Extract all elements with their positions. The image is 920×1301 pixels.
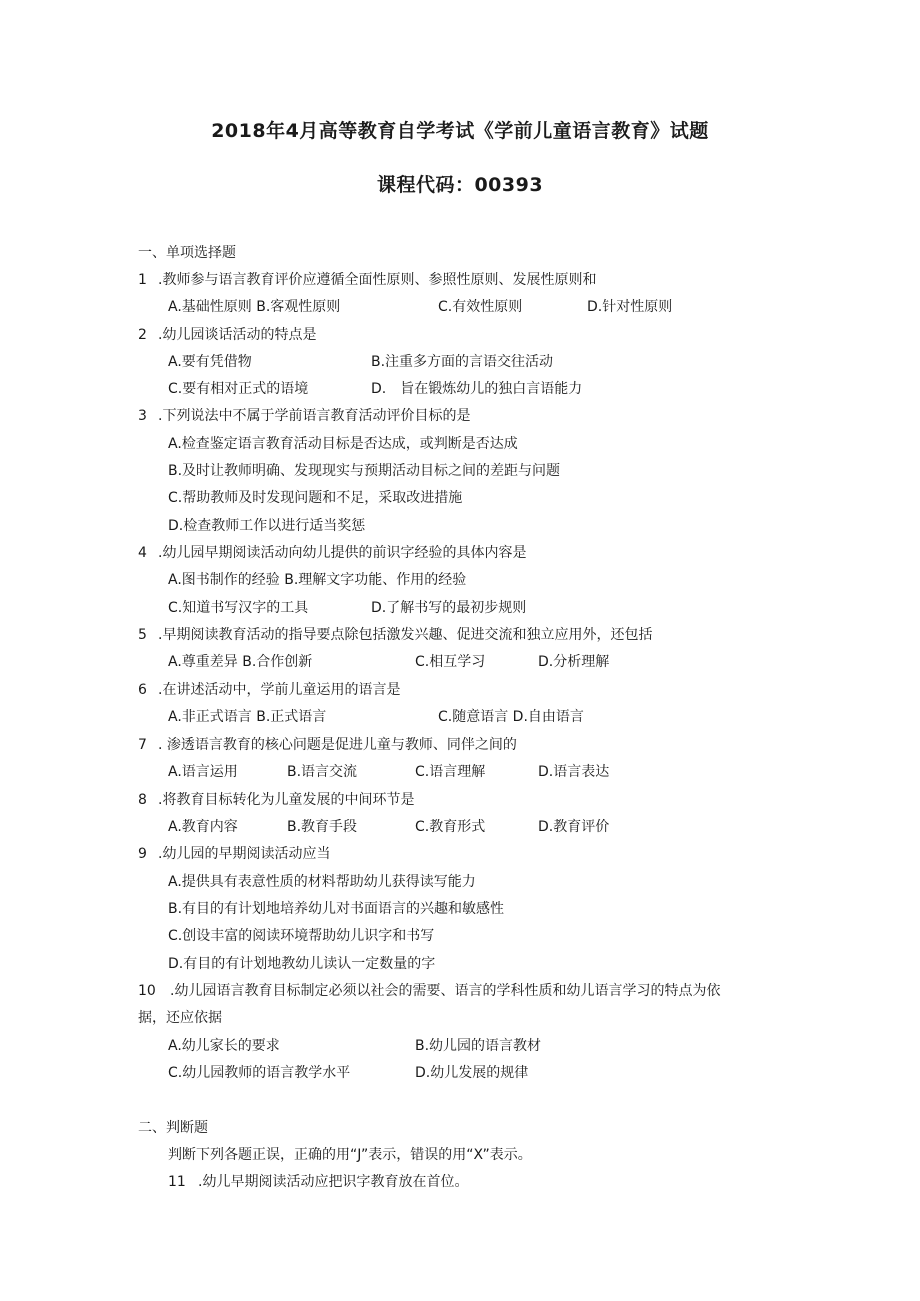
question-6 bbox=[138, 680, 400, 700]
question-stem: . 渗透语言教育的核心问题是促进儿童与教师、同伴之间的 bbox=[158, 737, 517, 753]
question-7 bbox=[138, 735, 517, 755]
section-2-title: 二、判断题 bbox=[138, 1120, 208, 1136]
question-number: 6 bbox=[138, 682, 147, 698]
question-stem: .将教育目标转化为儿童发展的中间环节是 bbox=[158, 792, 415, 808]
q9-option-b: B.有目的有计划地培养幼儿对书面语言的兴趣和敏感性 bbox=[168, 901, 505, 917]
question-number: 8 bbox=[138, 792, 147, 808]
q1-option-c: C.有效性原则 bbox=[438, 299, 523, 315]
question-3 bbox=[138, 406, 470, 426]
q1-option-ab: A.基础性原则 B.客观性原则 bbox=[168, 299, 341, 315]
question-number: 11 bbox=[168, 1174, 186, 1190]
question-stem: .幼儿园早期阅读活动向幼儿提供的前识字经验的具体内容是 bbox=[158, 545, 527, 561]
course-code: 课程代码：00393 bbox=[376, 174, 544, 196]
q9-option-c: C.创设丰富的阅读环境帮助幼儿识字和书写 bbox=[168, 928, 435, 944]
question-stem: .幼儿园的早期阅读活动应当 bbox=[158, 846, 331, 862]
section-1-title: 一、单项选择题 bbox=[138, 245, 236, 261]
q10-option-c: C.幼儿园教师的语言教学水平 bbox=[168, 1065, 351, 1081]
question-stem: .教师参与语言教育评价应遵循全面性原则、参照性原则、发展性原则和 bbox=[158, 272, 597, 288]
q7-option-c: C.语言理解 bbox=[415, 764, 486, 780]
q10-option-d: D.幼儿发展的规律 bbox=[415, 1065, 529, 1081]
q2-option-a: A.要有凭借物 bbox=[168, 354, 252, 370]
q9-option-a: A.提供具有表意性质的材料帮助幼儿获得读写能力 bbox=[168, 874, 476, 890]
question-number: 2 bbox=[138, 327, 147, 343]
question-4 bbox=[138, 543, 526, 563]
q9-option-d: D.有目的有计划地教幼儿读认一定数量的字 bbox=[168, 956, 436, 972]
q7-option-a: A.语言运用 bbox=[168, 764, 238, 780]
question-stem: .幼儿早期阅读活动应把识字教育放在首位。 bbox=[198, 1174, 469, 1190]
question-number: 5 bbox=[138, 627, 147, 643]
q6-option-ab: A.非正式语言 B.正式语言 bbox=[168, 709, 327, 725]
section-2-instruction: 判断下列各题正误，正确的用“J”表示，错误的用“X”表示。 bbox=[168, 1147, 532, 1163]
q4-option-c: C.知道书写汉字的工具 bbox=[168, 600, 309, 616]
q5-option-ab: A.尊重差异 B.合作创新 bbox=[168, 654, 313, 670]
question-10 bbox=[138, 981, 720, 1001]
question-stem: .幼儿园谈话活动的特点是 bbox=[158, 327, 317, 343]
question-stem: .在讲述活动中，学前儿童运用的语言是 bbox=[158, 682, 401, 698]
q1-option-d: D.针对性原则 bbox=[587, 299, 673, 315]
q4-option-ab: A.图书制作的经验 B.理解文字功能、作用的经验 bbox=[168, 572, 467, 588]
q5-option-d: D.分析理解 bbox=[538, 654, 610, 670]
q4-option-d: D.了解书写的最初步规则 bbox=[371, 600, 527, 616]
q2-option-d: D. 旨在锻炼幼儿的独白言语能力 bbox=[371, 381, 583, 397]
q7-option-b: B.语言交流 bbox=[287, 764, 358, 780]
question-2 bbox=[138, 325, 316, 345]
question-8 bbox=[138, 790, 414, 810]
question-5 bbox=[138, 625, 652, 645]
q3-option-d: D.检查教师工作以进行适当奖惩 bbox=[168, 518, 366, 534]
question-number: 1 bbox=[138, 272, 147, 288]
question-9 bbox=[138, 844, 330, 864]
q2-option-c: C.要有相对正式的语境 bbox=[168, 381, 309, 397]
q8-option-a: A.教育内容 bbox=[168, 819, 238, 835]
question-number: 10 bbox=[138, 983, 156, 999]
question-1 bbox=[138, 270, 596, 290]
q10-option-b: B.幼儿园的语言教材 bbox=[415, 1038, 542, 1054]
q3-option-c: C.帮助教师及时发现问题和不足，采取改进措施 bbox=[168, 490, 463, 506]
question-stem: .早期阅读教育活动的指导要点除包括激发兴趣、促进交流和独立应用外，还包括 bbox=[158, 627, 653, 643]
question-stem: .下列说法中不属于学前语言教育活动评价目标的是 bbox=[158, 408, 471, 424]
q10-option-a: A.幼儿家长的要求 bbox=[168, 1038, 280, 1054]
q3-option-a: A.检查鉴定语言教育活动目标是否达成，或判断是否达成 bbox=[168, 436, 518, 452]
question-stem: .幼儿园语言教育目标制定必须以社会的需要、语言的学科性质和幼儿语言学习的特点为依 bbox=[170, 983, 721, 999]
q6-option-cd: C.随意语言 D.自由语言 bbox=[438, 709, 584, 725]
q10-stem-continued: 据，还应依据 bbox=[138, 1010, 222, 1026]
question-11 bbox=[168, 1172, 468, 1192]
question-number: 3 bbox=[138, 408, 147, 424]
question-number: 4 bbox=[138, 545, 147, 561]
q7-option-d: D.语言表达 bbox=[538, 764, 610, 780]
q5-option-c: C.相互学习 bbox=[415, 654, 486, 670]
q8-option-b: B.教育手段 bbox=[287, 819, 358, 835]
exam-title: 2018年4月高等教育自学考试《学前儿童语言教育》试题 bbox=[211, 120, 709, 142]
q8-option-c: C.教育形式 bbox=[415, 819, 486, 835]
question-number: 9 bbox=[138, 846, 147, 862]
question-number: 7 bbox=[138, 737, 147, 753]
q8-option-d: D.教育评价 bbox=[538, 819, 610, 835]
q3-option-b: B.及时让教师明确、发现现实与预期活动目标之间的差距与问题 bbox=[168, 463, 561, 479]
q2-option-b: B.注重多方面的言语交往活动 bbox=[371, 354, 554, 370]
